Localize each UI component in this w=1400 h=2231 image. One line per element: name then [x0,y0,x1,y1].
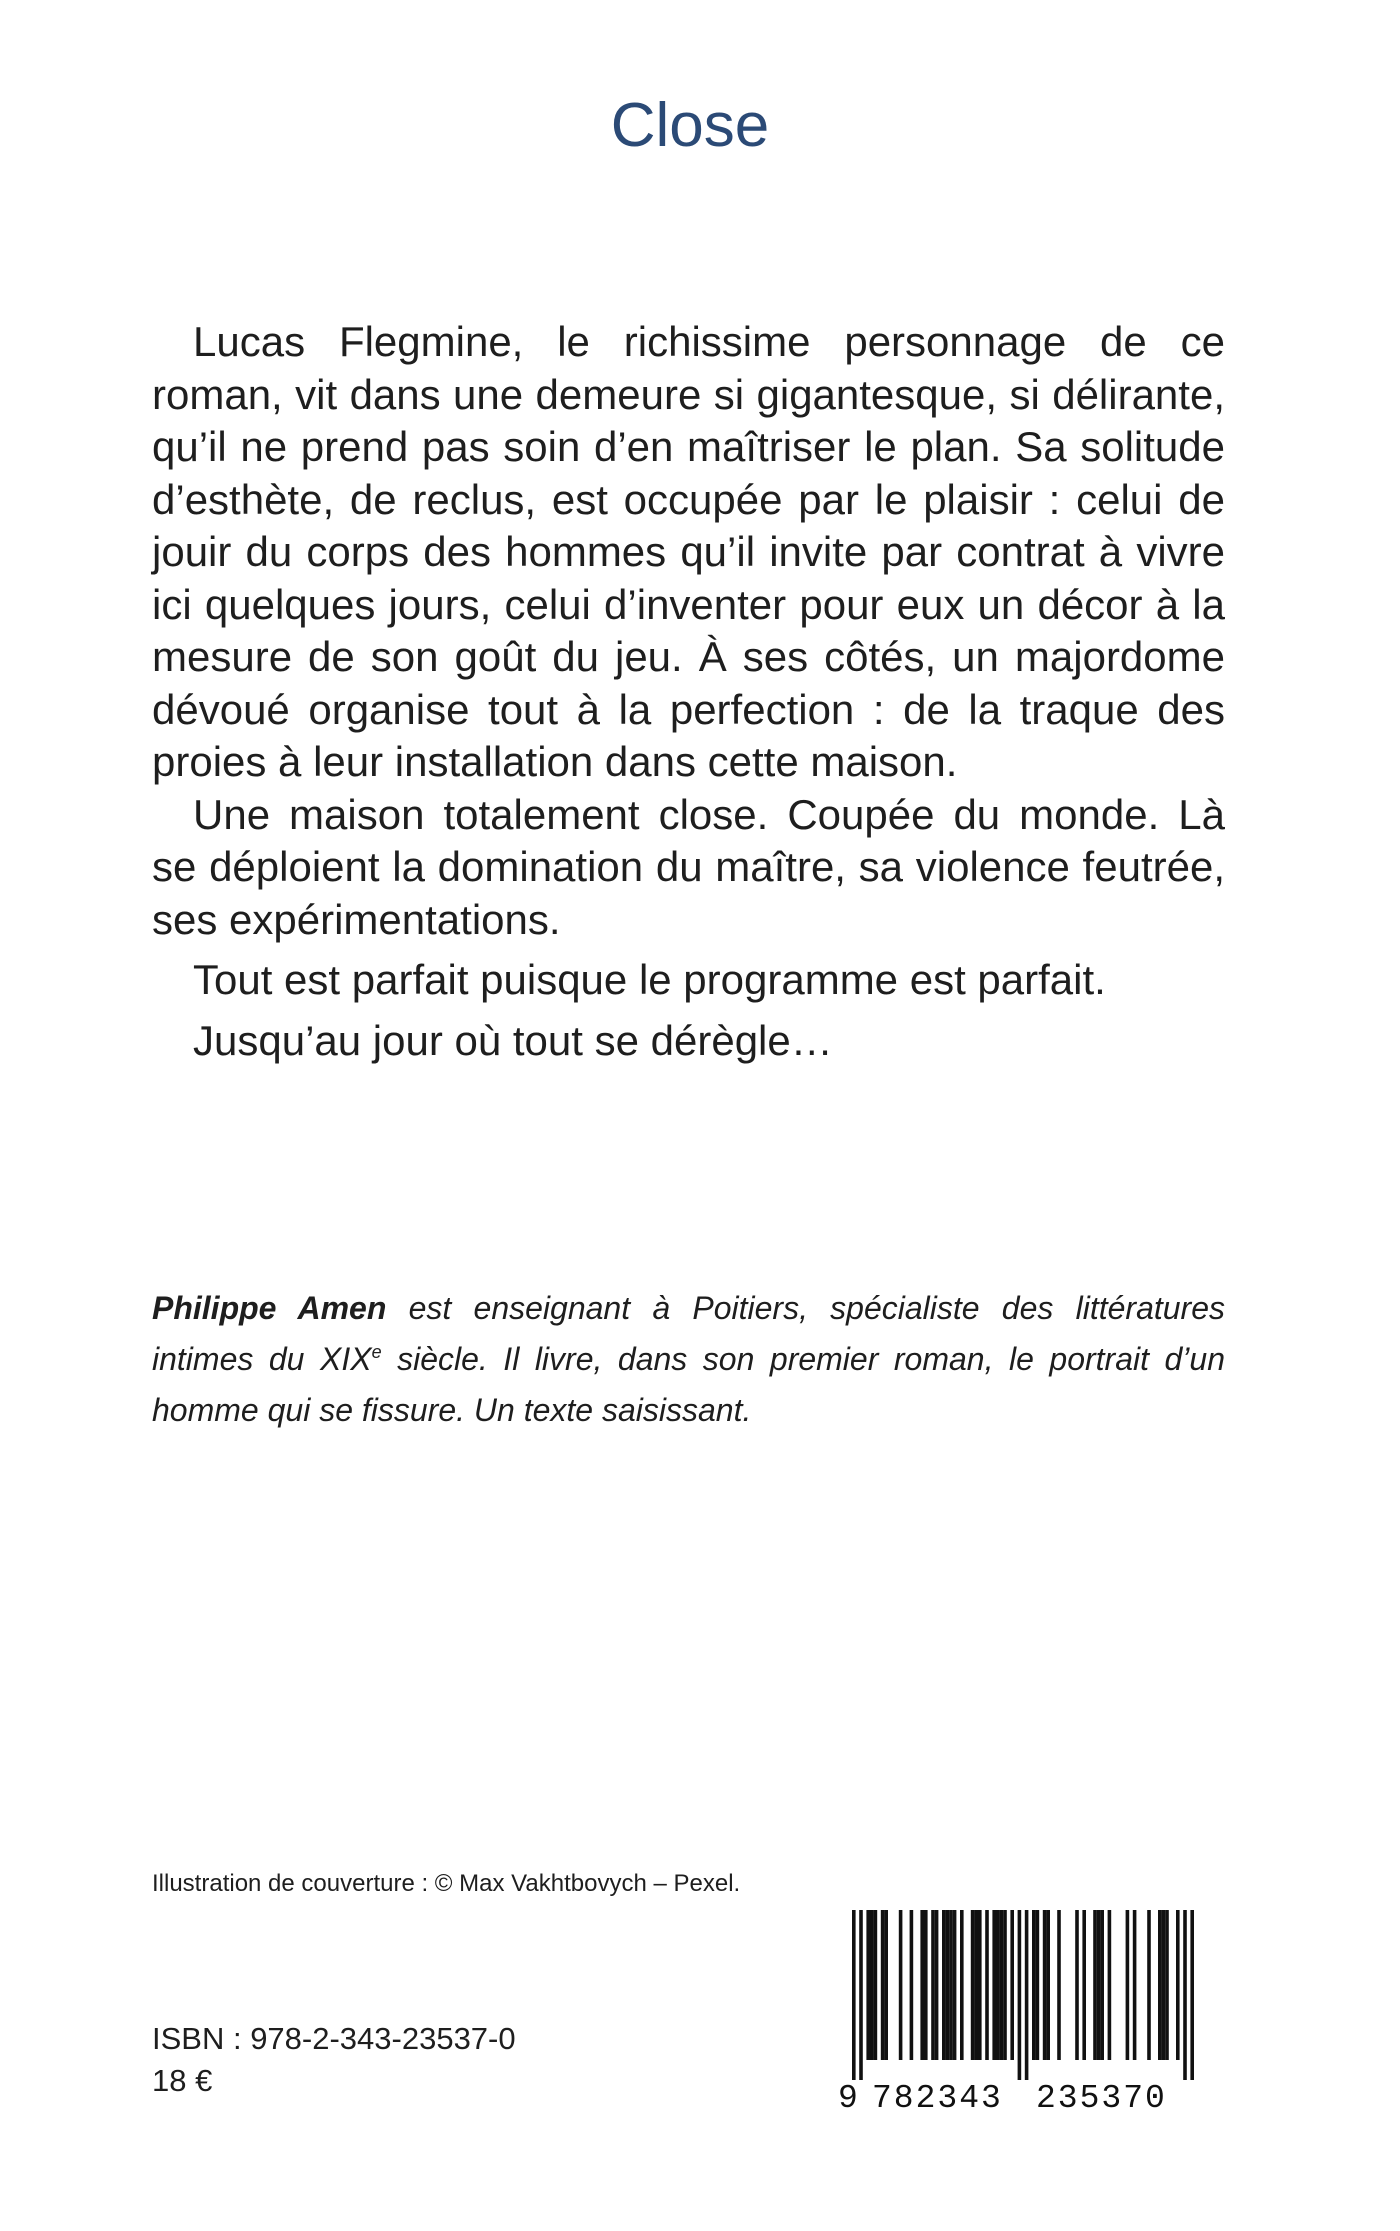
barcode-bar [1036,1910,1040,2060]
barcode-bar [1000,1910,1004,2060]
barcode-bar [974,1910,978,2060]
blurb-paragraph-2: Une maison totalement close. Coupée du monde. Là se déploient la domination du maître, sa violence feutrée, ses expérimentations. [152,790,1225,943]
barcode-bar [1108,1910,1112,2060]
barcode-bar [949,1910,953,2060]
barcode-bar [1025,1910,1029,2080]
barcode-bar [1057,1910,1061,2060]
blurb-paragraph-4: Jusqu’au jour où tout se dérègle… [193,1016,833,1064]
barcode-bar [978,1910,982,2060]
barcode-bar [1018,1910,1022,2080]
barcode-bar [1133,1910,1137,2060]
barcode-bar [992,1910,996,2060]
isbn-number: ISBN : 978-2-343-23537-0 [152,2021,516,2056]
barcode-bar [866,1910,870,2060]
barcode-bar [985,1910,989,2060]
barcode-bar [1097,1910,1101,2060]
barcode-bar [1082,1910,1086,2060]
barcode-bar [874,1910,878,2060]
barcode-bar [1043,1910,1047,2060]
barcode-bar [1176,1910,1180,2060]
barcode-bar [1093,1910,1097,2060]
barcode-bar [1100,1910,1104,2060]
barcode-bar [1190,1910,1194,2080]
barcode-bar [1183,1910,1187,2080]
barcode-bar [1165,1910,1169,2060]
barcode-bar [1003,1910,1007,2060]
barcode-bar [920,1910,924,2060]
barcode-bar [852,1910,856,2080]
barcode-bar [1147,1910,1151,2060]
barcode-bar [971,1910,975,2060]
barcode-bar [1010,1910,1014,2060]
barcode-right-group: 235370 [1036,2080,1167,2117]
author-name: Philippe Amen [152,1290,387,1326]
barcode-bar [899,1910,903,2060]
barcode-bar [953,1910,957,2060]
barcode-bar [942,1910,946,2060]
blurb-paragraph-3: Tout est parfait puisque le programme est parfait. [193,956,1106,1003]
barcode-bar [960,1910,964,2060]
back-cover-blurb [152,316,1225,1067]
author-bio-text-a: est enseignant à Poitiers, spécialiste des littératures intimes du XIX [152,1290,1226,1377]
barcode-bar [946,1910,950,2060]
barcode-bar [910,1910,914,2060]
barcode-bar [884,1910,888,2060]
barcode-bar [859,1910,863,2080]
barcode-bar [1032,1910,1036,2060]
barcode-bar [881,1910,885,2060]
barcode-bar [1158,1910,1162,2060]
price: 18 € [152,2062,213,2098]
barcode-lead-digit: 9 [838,2080,860,2117]
barcode-bar [1126,1910,1130,2060]
barcode-bar [1075,1910,1079,2060]
century-superscript: e [371,1342,382,1362]
book-title: Close [610,91,770,160]
barcode-bar [931,1910,935,2060]
author-bio [152,1283,1225,1436]
barcode-left-group: 782343 [872,2080,1003,2117]
author-bio-text-b: siècle. Il livre, dans son premier roman, le portrait d’un homme qui se fissure. Un texte saisissant. [152,1341,1226,1428]
blurb-paragraph-1: Lucas Flegmine, le richissime personnage de ce roman, vit dans une demeure si gigantesque, si délirante, qu’il ne prend pas soin d’en maîtriser le plan. Sa solitude d’esthète, de reclus, est occupée par le plaisir : celui de jouir du corps des hommes qu’il invite par contrat à vivre ici quelques jours, celui d’inventer pour eux un décor à la mesure de son goût du jeu. À ses côtés, un majordome dévoué organise tout à la perfection : de la traque des proies à leur installation dans cette maison. [152,318,1225,785]
barcode-bar [1162,1910,1166,2060]
barcode-bar [1046,1910,1050,2060]
barcode-bar [924,1910,928,2060]
cover-credit: Illustration de couverture : © Max Vakhtbovych – Pexel. [152,1870,741,1897]
barcode-bar [996,1910,1000,2060]
barcode-bar [935,1910,939,2060]
barcode-bar [870,1910,874,2060]
isbn-block [152,2018,516,2102]
